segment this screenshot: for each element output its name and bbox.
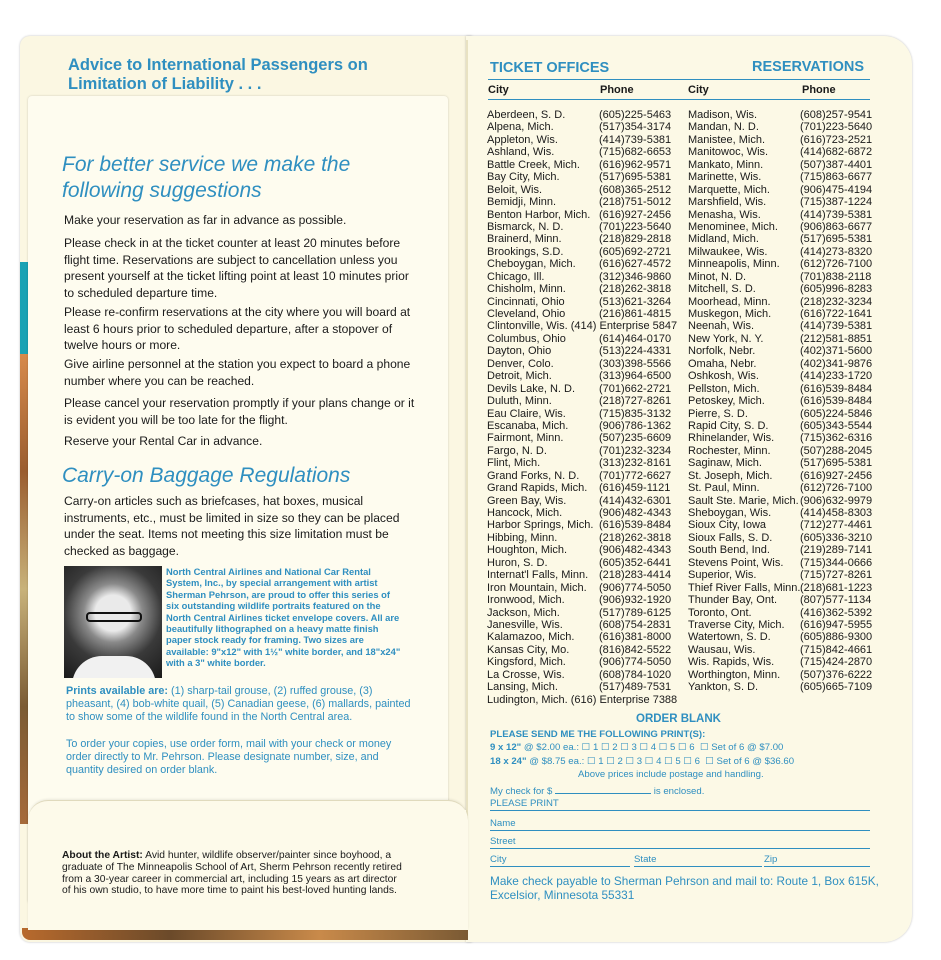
phone-entry: (605)343-5544 <box>800 419 873 432</box>
phone-entry: (616)627-4572 <box>599 258 672 271</box>
check-amount-field[interactable] <box>555 784 651 794</box>
city-entry: Mankato, Minn. <box>688 158 764 171</box>
baggage-text: Carry-on articles such as briefcases, hat boxes, musical instruments, etc., must be limited in size so they can be placed under the seat. Items not meeting this size limitation must be checked as baggage. <box>64 494 400 558</box>
city-entry: Alpena, Mich. <box>487 121 554 134</box>
phone-entry: (313)964-6500 <box>599 370 672 383</box>
phone-entry: (616)722-1641 <box>800 308 873 320</box>
shirt-shape <box>72 656 156 678</box>
city-entry: Petoskey, Mich. <box>688 395 765 408</box>
phone-entry: (816)842-5522 <box>599 643 672 656</box>
phone-entry: (414)739-5381 <box>800 320 873 333</box>
phone-entry: (414)739-5381 <box>599 133 672 146</box>
street-field[interactable]: Street <box>490 836 870 849</box>
city-entry: Neenah, Wis. <box>688 320 755 333</box>
city-entry: Ludington, Mich. (616) Enterprise 7388 <box>487 693 678 706</box>
city-entry: Harbor Springs, Mich. <box>487 519 594 532</box>
city-field[interactable]: City <box>490 854 630 867</box>
phone-entry: (715)344-0666 <box>800 556 873 569</box>
city-entry: Flint, Mich. <box>487 457 541 470</box>
phone-entry: (701)772-6627 <box>599 469 672 482</box>
city-entry: Manistee, Mich. <box>688 133 766 146</box>
size1-row <box>490 742 880 754</box>
phone-entry: (219)289-7141 <box>800 544 873 557</box>
phone-header-1: Phone <box>600 84 634 96</box>
phone-entry: (715)682-6653 <box>599 146 672 159</box>
phone-entry: (906)774-5050 <box>599 581 672 594</box>
state-field[interactable]: State <box>634 854 762 867</box>
artist-offer-text: North Central Airlines and National Car Rental System, Inc., by special arrangement with artist Sherman Pehrson, are proud to offer this series of six outstanding wildlife portraits featured on the North Central Airlines ticket envelope covers. All are beautifully lithographed on a heavy matte finish paper stock ready for framing. Two sizes are available: 9"x12" with 1½" white border, and 18"x24" with a 3" white border. <box>166 566 401 669</box>
column-header-rule <box>488 99 870 100</box>
phone-entry <box>599 694 685 706</box>
city-entry: South Bend, Ind. <box>688 544 770 557</box>
fold-line <box>466 40 468 940</box>
phone-entry: (507)288-2045 <box>800 444 873 457</box>
city-entry: Menasha, Wis. <box>688 208 761 221</box>
size2-boxes[interactable]: ☐ 1 ☐ 2 ☐ 3 ☐ 4 ☐ 5 ☐ 6 <box>587 756 700 767</box>
city-entry: Superior, Wis. <box>688 569 757 582</box>
suggestion-5: Please cancel your reservation promptly if your plans change or it is evident you will be too late for the flight. <box>64 396 415 427</box>
city-entry: Sault Ste. Marie, Mich. <box>688 494 799 507</box>
phone-entry: (303)398-5566 <box>599 357 672 370</box>
phone-entry: (605)336-3210 <box>800 531 873 544</box>
phone-entry: (507)387-4401 <box>800 158 873 171</box>
zip-field[interactable]: Zip <box>764 854 870 867</box>
phone-entry: (212)581-8851 <box>800 332 873 345</box>
city-entry: Denver, Colo. <box>487 357 554 370</box>
phone-entry: (715)835-3132 <box>599 407 672 420</box>
city-entry: Marquette, Mich. <box>688 183 770 196</box>
phone-entry: (616)539-8484 <box>599 519 672 532</box>
phone-entry: (414)273-8320 <box>800 245 873 258</box>
city-entry: Duluth, Minn. <box>487 395 552 408</box>
city-entry: Iron Mountain, Mich. <box>487 581 587 594</box>
phone-entry: (513)621-3264 <box>599 295 672 308</box>
phone-entry: (608)754-2831 <box>599 618 672 631</box>
city-header-2: City <box>688 84 709 96</box>
phone-entry: (218)727-8261 <box>599 395 672 408</box>
phone-entry: (906)632-9979 <box>800 494 873 507</box>
city-entry: Norfolk, Nebr. <box>688 345 756 358</box>
city-entry: Yankton, S. D. <box>688 681 759 694</box>
city-entry: Wis. Rapids, Wis. <box>688 656 775 669</box>
reservations-heading: RESERVATIONS <box>752 59 864 75</box>
payable-instructions: Make check payable to Sherman Pehrson and mail to: Route 1, Box 615K, Excelsior, Minnesota 55331 <box>490 874 879 902</box>
phone-entry: (605)996-8283 <box>800 283 873 296</box>
size2-set[interactable]: ☐ Set of 6 @ $36.60 <box>705 756 795 767</box>
send-line-text: PLEASE SEND ME THE FOLLOWING PRINT(S): <box>490 729 706 740</box>
phone-entry: (517)489-7531 <box>599 681 672 694</box>
city-entry: Brainerd, Minn. <box>487 233 562 246</box>
city-entry: Houghton, Mich. <box>487 544 568 557</box>
suggestion-4: Give airline personnel at the station you expect to board a phone number where you can be reached. <box>64 357 411 388</box>
city-entry: Kingsford, Mich. <box>487 656 566 669</box>
phone-entry: (616)927-2456 <box>599 208 672 221</box>
city-entry: Ironwood, Mich. <box>487 594 565 607</box>
city-entry: Fargo, N. D. <box>487 444 547 457</box>
city-entry: Huron, S. D. <box>487 556 548 569</box>
city-entry: Menominee, Mich. <box>688 220 778 233</box>
city-entry: Escanaba, Mich. <box>487 419 569 432</box>
phone-entry: (414)458-8303 <box>800 507 873 519</box>
city-entry: La Crosse, Wis. <box>487 668 565 681</box>
suggestion-2: Please check in at the ticket counter at least 20 minutes before flight time. Reservations are subject to cancellation unless you present yourself at the ticket lifting point at least 10 minutes prior to scheduled departure time. <box>64 236 409 300</box>
city-entry: Bay City, Mich. <box>487 171 560 184</box>
phone-entry: (218)262-3818 <box>599 531 672 544</box>
phone-entry: (616)459-1121 <box>599 482 671 495</box>
prints-available <box>66 685 416 725</box>
city-entry: Eau Claire, Wis. <box>487 407 566 420</box>
city-entry: Kalamazoo, Mich. <box>487 631 575 644</box>
city-entry: Benton Harbor, Mich. <box>487 208 591 221</box>
phone-entry: (906)932-1920 <box>599 594 672 607</box>
phone-entry: (414)739-5381 <box>800 208 873 221</box>
please-print: PLEASE PRINT <box>490 798 870 811</box>
city-entry: Beloit, Wis. <box>487 183 543 196</box>
city-entry: Thief River Falls, Minn. <box>688 581 801 594</box>
city-entry: Thunder Bay, Ont. <box>688 594 778 607</box>
phone-entry: (507)235-6609 <box>599 432 672 445</box>
phone-entry: (605)665-7109 <box>800 681 873 694</box>
phone-entry: (715)362-6316 <box>800 432 873 445</box>
city-entry: Pierre, S. D. <box>688 407 748 420</box>
phone-entry: (402)371-5600 <box>800 345 873 358</box>
city-header-1: City <box>488 84 509 96</box>
phone-entry: (701)838-2118 <box>800 270 872 283</box>
phone-entry: (715)727-8261 <box>800 569 873 582</box>
pocket-tab <box>392 810 466 850</box>
phone-entry: (605)886-9300 <box>800 631 873 644</box>
baggage-heading: Carry-on Baggage Regulations <box>62 464 351 487</box>
city-entry: Saginaw, Mich. <box>688 457 762 470</box>
size1-set[interactable]: ☐ Set of 6 @ $7.00 <box>699 742 784 753</box>
city-entry: Grand Forks, N. D. <box>487 469 580 482</box>
city-entry: New York, N. Y. <box>688 332 764 345</box>
suggestion-3: Please re-confirm reservations at the city where you will board at least 6 hours prior to scheduled departure, after a stopover of twelve hours or more. <box>64 305 411 352</box>
order-blank-title: ORDER BLANK <box>636 713 721 725</box>
city-entry: Mandan, N. D. <box>688 121 759 134</box>
size2-price: @ $8.75 ea.: <box>529 756 585 767</box>
about-body: Avid hunter, wildlife observer/painter since boyhood, a graduate of The Minneapolis School of Art, Sherm Pehrson recently retired from a 30-year career in commercial art, including 15 years as art director of his own studio, to have more time to paint his best-loved hunting lands. <box>62 850 402 897</box>
phone-entry: (605)224-5846 <box>800 407 873 420</box>
size2-label: 18 x 24" <box>490 756 527 767</box>
city-entry: Marinette, Wis. <box>688 171 762 184</box>
phone-entry: (218)232-3234 <box>800 295 873 308</box>
size1-price: @ $2.00 ea.: <box>523 742 579 753</box>
city-entry: Madison, Wis. <box>688 109 758 121</box>
city-entry: Bismarck, N. D. <box>487 220 564 233</box>
city-entry: Green Bay, Wis. <box>487 494 567 507</box>
name-field[interactable]: Name <box>490 818 870 831</box>
phone-entry: (605)225-5463 <box>599 109 672 121</box>
city-entry: Aberdeen, S. D. <box>487 109 566 121</box>
prints-label: Prints available are: <box>66 685 169 697</box>
phone-entry: (701)662-2721 <box>599 382 672 395</box>
city-entry: Kansas City, Mo. <box>487 643 570 656</box>
phone-entry: (507)376-6222 <box>800 668 873 681</box>
phone-entry: (608)365-2512 <box>599 183 672 196</box>
suggestion-6: Reserve your Rental Car in advance. <box>64 434 263 448</box>
phone-entry: (517)695-5381 <box>800 457 873 470</box>
city-entry: Jackson, Mich. <box>487 606 560 619</box>
city-entry: Cincinnati, Ohio <box>487 295 565 308</box>
city-entry: Watertown, S. D. <box>688 631 771 644</box>
service-heading: For better service we make the following suggestions <box>62 153 351 202</box>
city-entry: Milwaukee, Wis. <box>688 245 768 258</box>
phone-entry: (614)464-0170 <box>599 332 672 345</box>
check-row <box>490 784 870 797</box>
phone-entry: (513)224-4331 <box>599 345 672 358</box>
city-entry: St. Joseph, Mich. <box>688 469 773 482</box>
city-entry: St. Paul, Minn. <box>688 482 760 495</box>
phone-list-2 <box>800 109 880 694</box>
city-entry: Oshkosh, Wis. <box>688 370 759 383</box>
phone-entry: (701)223-5640 <box>800 121 873 134</box>
city-entry: Minneapolis, Minn. <box>688 258 780 271</box>
phone-entry: (218)751-5012 <box>599 196 672 209</box>
phone-entry: (402)341-9876 <box>800 357 873 370</box>
phone-entry: (414)682-6872 <box>800 146 873 159</box>
phone-entry: (906)475-4194 <box>800 183 873 196</box>
phone-entry: (414)233-1720 <box>800 370 873 383</box>
phone-entry: (715)842-4661 <box>800 643 873 656</box>
about-label: About the Artist: <box>62 850 143 861</box>
phone-entry: (414)432-6301 <box>599 494 672 507</box>
city-entry: Omaha, Nebr. <box>688 357 757 370</box>
size1-boxes[interactable]: ☐ 1 ☐ 2 ☐ 3 ☐ 4 ☐ 5 ☐ 6 <box>581 742 695 753</box>
phone-entry: (608)784-1020 <box>599 668 672 681</box>
city-entry: Cheboygan, Mich. <box>487 258 576 271</box>
size1-label: 9 x 12" <box>490 742 522 753</box>
city-entry: Rapid City, S. D. <box>688 419 769 432</box>
advice-title: Advice to International Passengers on Limitation of Liability . . . <box>68 56 368 93</box>
city-entry: Rhinelander, Wis. <box>688 432 775 445</box>
city-entry: Minot, N. D. <box>688 270 747 283</box>
city-entry: Mitchell, S. D. <box>688 283 756 296</box>
size2-row <box>490 756 880 768</box>
city-entry: Internat'l Falls, Minn. <box>487 569 589 582</box>
artist-photo <box>64 566 162 678</box>
city-entry: Toronto, Ont. <box>688 606 752 619</box>
city-entry: Wausau, Wis. <box>688 643 756 656</box>
city-entry: Sioux Falls, S. D. <box>688 531 773 544</box>
city-entry: Detroit, Mich. <box>487 370 552 383</box>
city-entry: Worthington, Minn. <box>688 668 781 681</box>
phone-entry: (608)257-9541 <box>800 109 873 121</box>
city-entry: Janesville, Wis. <box>487 618 563 631</box>
city-entry: Bemidji, Minn. <box>487 196 557 209</box>
check-label: My check for $ <box>490 786 553 797</box>
city-entry: Chicago, Ill. <box>487 270 545 283</box>
phone-entry: (712)277-4461 <box>800 519 873 532</box>
city-list-2 <box>688 109 808 694</box>
order-instructions: To order your copies, use order form, mail with your check or money order directly to Mr. Pehrson. Please designate number, size, and quantity desired on order blank. <box>66 738 392 777</box>
phone-entry: (616)539-8484 <box>800 395 873 408</box>
phone-entry: (715)387-1224 <box>800 196 873 209</box>
phone-entry: (218)681-1223 <box>800 581 873 594</box>
phone-header-2: Phone <box>802 84 836 96</box>
city-entry: Appleton, Wis. <box>487 133 558 146</box>
heading-rule <box>488 79 870 80</box>
enclosed-label: is enclosed. <box>653 786 705 797</box>
phone-entry: (906)786-1362 <box>599 419 672 432</box>
phone-entry: (701)232-3234 <box>599 444 672 457</box>
phone-entry: (416)362-5392 <box>800 606 873 619</box>
city-entry: Traverse City, Mich. <box>688 618 785 631</box>
phone-entry: (313)232-8161 <box>599 457 672 470</box>
phone-entry: (906)482-4343 <box>599 507 672 519</box>
city-entry: Hibbing, Minn. <box>487 531 558 544</box>
phone-entry: (605)352-6441 <box>599 556 672 569</box>
phone-entry: (906)863-6677 <box>800 220 873 233</box>
city-entry: Sioux City, Iowa <box>688 519 767 532</box>
city-entry: Brookings, S.D. <box>487 245 564 258</box>
glasses-shape <box>86 612 142 622</box>
city-entry: Moorhead, Minn. <box>688 295 771 308</box>
phone-entry: (216)861-4815 <box>599 308 672 320</box>
about-artist <box>62 850 402 897</box>
phone-entry: (906)774-5050 <box>599 656 672 669</box>
phone-entry: (807)577-1134 <box>800 594 872 607</box>
city-entry: Chisholm, Minn. <box>487 283 566 296</box>
city-entry: Battle Creek, Mich. <box>487 158 580 171</box>
city-entry: Rochester, Minn. <box>688 444 771 457</box>
city-entry: Hancock, Mich. <box>487 507 563 519</box>
city-entry: Lansing, Mich. <box>487 681 558 694</box>
phone-entry: (616)381-8000 <box>599 631 672 644</box>
city-entry: Marshfield, Wis. <box>688 196 767 209</box>
city-entry: Devils Lake, N. D. <box>487 382 576 395</box>
city-entry: Manitowoc, Wis. <box>688 146 769 159</box>
city-entry: Clintonville, Wis. (414) Enterprise 5847 <box>487 320 678 333</box>
phone-entry: (616)947-5955 <box>800 618 873 631</box>
city-entry: Ashland, Wis. <box>487 146 555 159</box>
phone-entry: (616)962-9571 <box>599 158 672 171</box>
phone-entry: (616)539-8484 <box>800 382 873 395</box>
city-entry: Dayton, Ohio <box>487 345 552 358</box>
phone-entry: (517)354-3174 <box>599 121 672 134</box>
city-entry: Fairmont, Minn. <box>487 432 564 445</box>
phone-entry: (605)692-2721 <box>599 245 672 258</box>
phone-entry: (218)829-2818 <box>599 233 672 246</box>
price-note: Above prices include postage and handling. <box>578 769 764 780</box>
city-entry: Stevens Point, Wis. <box>688 556 784 569</box>
phone-entry: (517)695-5381 <box>800 233 873 246</box>
city-entry: Grand Rapids, Mich. <box>487 482 588 495</box>
phone-entry: (715)424-2870 <box>800 656 873 669</box>
ticket-offices-heading: TICKET OFFICES <box>490 60 610 76</box>
prints-list: (1) sharp-tail grouse, (2) ruffed grouse, (3) pheasant, (4) bob-white quail, (5) Canadian geese, (6) mallards, painted to show some of the wildlife found in the North Central area. <box>66 685 411 724</box>
city-entry: Columbus, Ohio <box>487 332 566 345</box>
city-entry: Midland, Mich. <box>688 233 759 246</box>
phone-entry: (906)482-4343 <box>599 544 672 557</box>
phone-entry: (616)927-2456 <box>800 469 873 482</box>
city-entry: Pellston, Mich. <box>688 382 760 395</box>
phone-entry: (517)695-5381 <box>599 171 672 184</box>
suggestion-1: Make your reservation as far in advance as possible. <box>64 213 347 227</box>
phone-list-1 <box>599 109 685 706</box>
city-entry: Muskegon, Mich. <box>688 308 772 320</box>
city-entry: Sheboygan, Wis. <box>688 507 772 519</box>
city-entry: Cleveland, Ohio <box>487 308 566 320</box>
phone-entry <box>599 320 685 332</box>
phone-entry: (218)262-3818 <box>599 283 672 296</box>
send-line <box>490 729 880 741</box>
phone-entry: (612)726-7100 <box>800 258 873 271</box>
phone-entry: (715)863-6677 <box>800 171 873 184</box>
phone-entry: (312)346-9860 <box>599 270 672 283</box>
phone-entry: (517)789-6125 <box>599 606 672 619</box>
phone-entry: (218)283-4414 <box>599 569 672 582</box>
phone-entry: (612)726-7100 <box>800 482 873 495</box>
phone-entry: (701)223-5640 <box>599 220 672 233</box>
phone-entry: (616)723-2521 <box>800 133 873 146</box>
